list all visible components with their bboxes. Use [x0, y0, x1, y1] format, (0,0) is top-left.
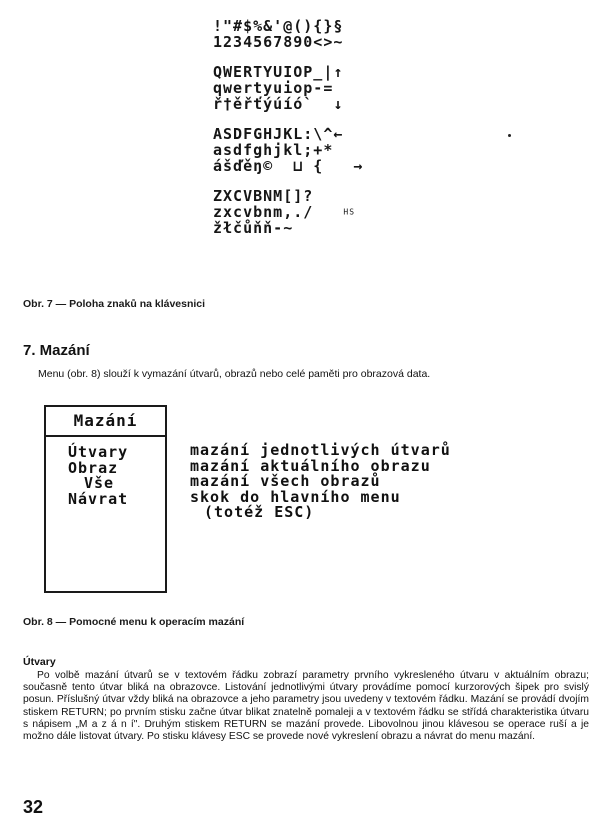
menu-item-utvary[interactable]: Útvary: [68, 443, 129, 461]
keymap-line: žłčůňň-~: [213, 219, 294, 237]
subsection-heading: Útvary: [23, 656, 56, 668]
figure8-caption: Obr. 8 — Pomocné menu k operacím mazání: [23, 616, 245, 628]
keymap-line: ř†ěřťýúíó` ↓: [213, 95, 344, 113]
keymap-line: [213, 204, 413, 220]
keymap-line: QWERTYUIOP_|↑: [213, 63, 344, 81]
print-speck: [508, 134, 511, 137]
menu-desc-row: mazání aktuálního obrazu: [190, 456, 431, 475]
delete-menu-box: [44, 405, 167, 593]
subsection-body: [23, 670, 589, 743]
keymap-group-zxcv: [213, 188, 413, 236]
keymap-line: 1234567890<>~: [213, 33, 344, 51]
keymap-group-symbols: [213, 18, 413, 50]
figure7-caption: Obr. 7 — Poloha znaků na klávesnici: [23, 298, 206, 310]
menu-item-vse[interactable]: Vše: [84, 474, 115, 492]
menu-descriptions: [190, 443, 451, 521]
menu-item-navrat[interactable]: Návrat: [68, 489, 129, 508]
delete-menu-items: [46, 437, 165, 507]
body-paragraph: Po volbě mazání útvarů se v textovém řádku zobrazí parametry prvního vykresleného útvaru v aktuálním obrazu; současně tento útvar bliká na obrazovce. Listování jednotlivými útvary provádíme pomocí kurzorových šipek pro svislý posun. Příslušný útvar vždy bliká na obrazovce a jeho parametry jsou uvedeny v textovém řádku. Mazání se provádí dvojím stiskem RETURN; po prvním stisku začne útvar blikat znatelně pomaleji a v textovém řádku se střídá charakteristika útvaru s nápisem „M a z á n í". Druhým stiskem RETURN se mazání provede. Libovolnou jinou klávesou se operace ruší a je možno dále listovat útvary. Po stisku klávesy ESC se provede nové vykreslení obrazu a návrat do menu mazání.: [23, 670, 589, 743]
keymap-line: qwertyuiop-=: [213, 79, 334, 97]
keymap-line-text: zxcvbnm,./: [213, 203, 314, 221]
keymap-line: ášďěŋ© ⊔ { →: [213, 157, 364, 175]
keymap-group-asdf: [213, 126, 413, 174]
page-number: 32: [23, 797, 44, 817]
keymap-group-qwerty: [213, 64, 413, 112]
section-intro: Menu (obr. 8) slouží k vymazání útvarů, obrazů nebo celé paměti pro obrazová data.: [38, 368, 431, 380]
keyboard-character-map: [213, 18, 413, 250]
menu-desc-row: (totéž ESC): [204, 503, 315, 521]
keymap-line: asdfghjkl;+*: [213, 141, 334, 159]
menu-desc-row: skok do hlavního menu: [190, 487, 401, 506]
keymap-line: ZXCVBNM[]?: [213, 187, 314, 205]
menu-desc-row: mazání jednotlivých útvarů: [190, 441, 451, 459]
section-title: 7. Mazání: [23, 342, 90, 359]
menu-desc-row: mazání všech obrazů: [190, 472, 381, 490]
keymap-line: ASDFGHJKL:\^←: [213, 125, 344, 143]
keymap-side-mark: HS: [343, 207, 356, 217]
menu-item-obraz[interactable]: Obraz: [68, 458, 119, 477]
delete-menu-title: Mazání: [46, 407, 165, 437]
keymap-line: !"#$%&'@(){}§: [213, 17, 344, 35]
